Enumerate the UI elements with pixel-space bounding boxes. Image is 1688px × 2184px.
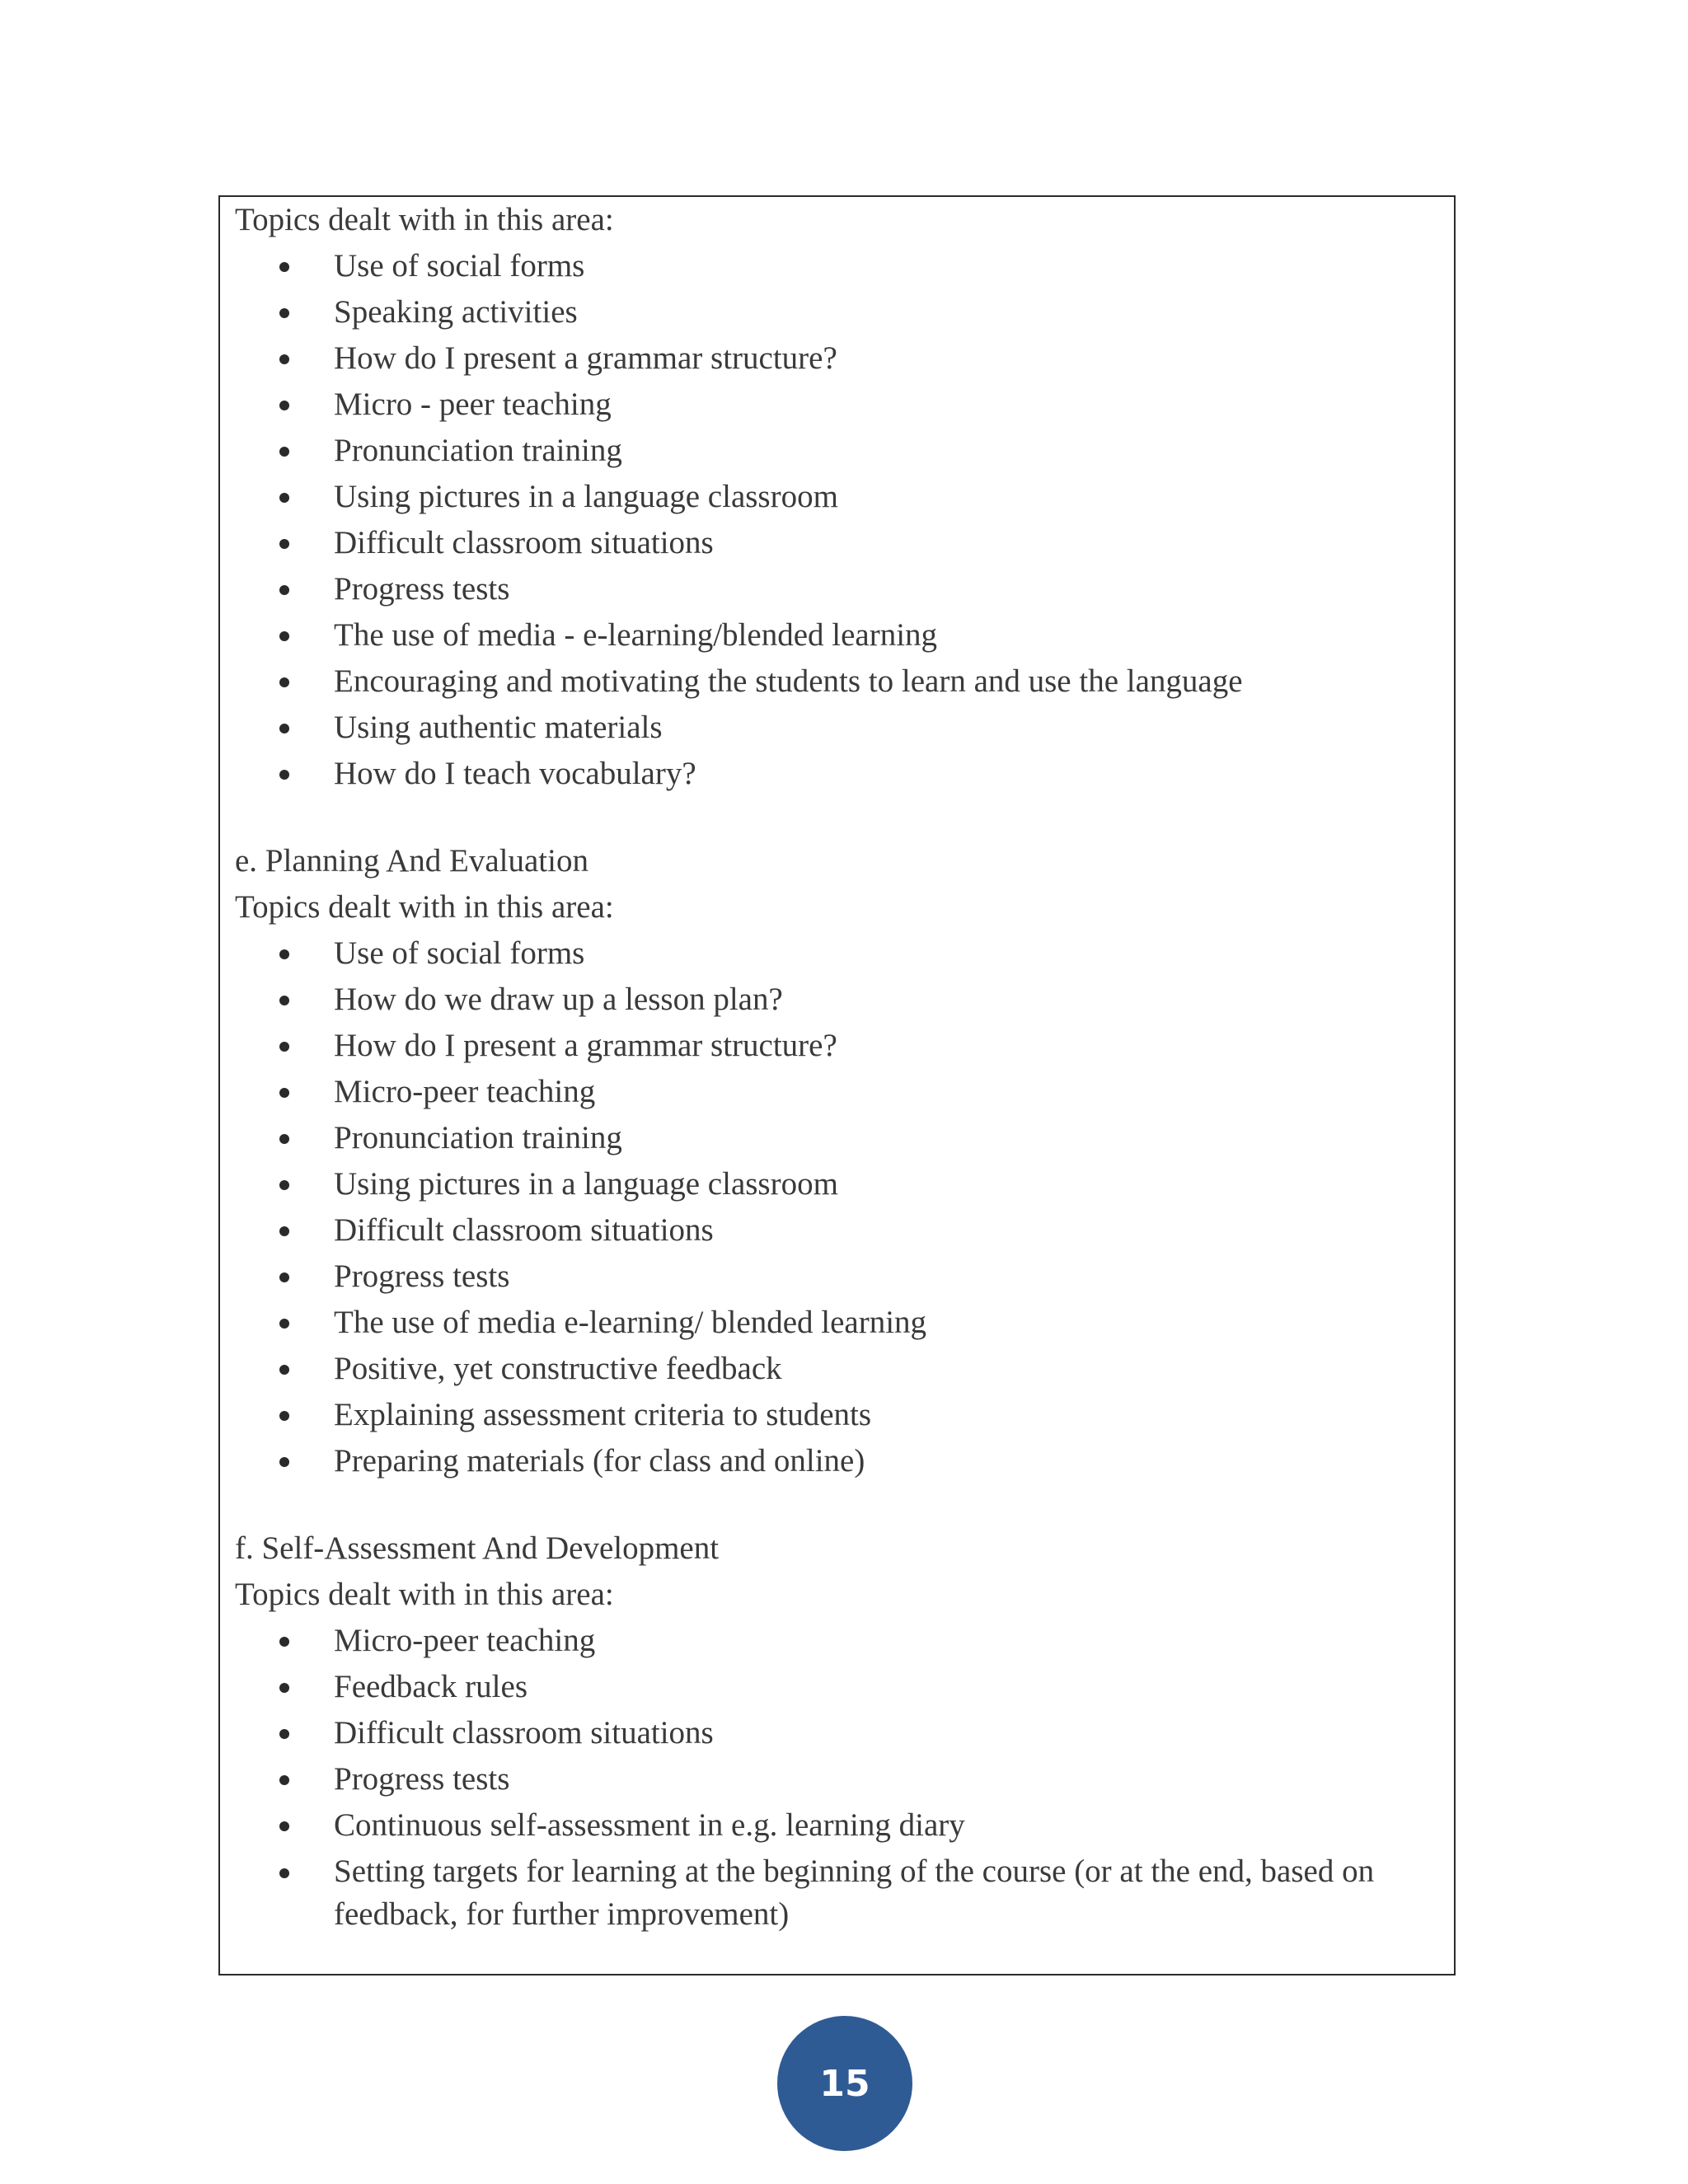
list-item: Using pictures in a language classroom [334, 474, 1421, 520]
section-d-topic-list [235, 243, 1421, 797]
content-box [218, 195, 1456, 1975]
list-item: Micro-peer teaching [334, 1069, 1421, 1115]
bullet-icon [279, 1272, 289, 1282]
bullet-icon [279, 539, 289, 549]
bullet-icon [279, 1319, 289, 1329]
bullet-icon [279, 1821, 289, 1831]
bullet-icon [279, 585, 289, 595]
section-e-topic-list [235, 930, 1421, 1484]
bullet-icon [279, 1683, 289, 1693]
list-item: Pronunciation training [334, 428, 1421, 474]
list-item: Feedback rules [334, 1664, 1421, 1710]
list-item: Encouraging and motivating the students to learn and use the language [334, 658, 1421, 705]
bullet-icon [279, 1775, 289, 1785]
page-number-badge [777, 2016, 912, 2151]
bullet-icon [279, 770, 289, 780]
bullet-icon [279, 1457, 289, 1467]
page-number: 15 [819, 2062, 870, 2105]
text-block [235, 197, 1421, 1936]
list-item: Progress tests [334, 566, 1421, 612]
list-item: How do I teach vocabulary? [334, 751, 1421, 797]
bullet-icon [279, 949, 289, 959]
list-item: How do we draw up a lesson plan? [334, 977, 1421, 1023]
list-item: Micro - peer teaching [334, 382, 1421, 428]
bullet-icon [279, 1180, 289, 1190]
list-item: The use of media - e-learning/blended learning [334, 612, 1421, 658]
bullet-icon [279, 724, 289, 733]
bullet-icon [279, 1042, 289, 1052]
list-item: Preparing materials (for class and online) [334, 1438, 1421, 1484]
list-item: Difficult classroom situations [334, 1207, 1421, 1254]
list-item: Using pictures in a language classroom [334, 1161, 1421, 1207]
bullet-icon [279, 1088, 289, 1098]
bullet-icon [279, 1411, 289, 1421]
list-item: Explaining assessment criteria to students [334, 1392, 1421, 1438]
section-f-heading: f. Self-Assessment And Development [235, 1530, 720, 1566]
list-item: Speaking activities [334, 289, 1421, 335]
bullet-icon [279, 308, 289, 318]
bullet-icon [279, 1729, 289, 1739]
list-item: Using authentic materials [334, 705, 1421, 751]
list-item: How do I present a grammar structure? [334, 335, 1421, 382]
bullet-icon [279, 262, 289, 272]
section-f-topic-list [235, 1618, 1421, 1936]
bullet-icon [279, 354, 289, 364]
list-item: The use of media e-learning/ blended learning [334, 1300, 1421, 1346]
list-item: Micro-peer teaching [334, 1618, 1421, 1664]
bullet-icon [279, 1134, 289, 1144]
list-item: Difficult classroom situations [334, 1710, 1421, 1756]
section-d-intro: Topics dealt with in this area: [235, 202, 614, 237]
list-item: Progress tests [334, 1254, 1421, 1300]
list-item: Progress tests [334, 1756, 1421, 1802]
section-f-intro: Topics dealt with in this area: [235, 1577, 614, 1612]
bullet-icon [279, 1365, 289, 1375]
list-item: Positive, yet constructive feedback [334, 1346, 1421, 1392]
list-item: Use of social forms [334, 243, 1421, 289]
section-e-heading: e. Planning And Evaluation [235, 843, 588, 879]
section-e-intro: Topics dealt with in this area: [235, 889, 614, 925]
bullet-icon [279, 1637, 289, 1647]
list-item: Use of social forms [334, 930, 1421, 977]
bullet-icon [279, 677, 289, 687]
list-item: How do I present a grammar structure? [334, 1023, 1421, 1069]
bullet-icon [279, 447, 289, 457]
list-item: Continuous self-assessment in e.g. learning diary [334, 1802, 1421, 1849]
list-item: Difficult classroom situations [334, 520, 1421, 566]
bullet-icon [279, 1868, 289, 1878]
bullet-icon [279, 1226, 289, 1236]
bullet-icon [279, 401, 289, 410]
bullet-icon [279, 996, 289, 1005]
bullet-icon [279, 493, 289, 503]
list-item: Setting targets for learning at the beginning of the course (or at the end, based on feedback, for further improvement) [334, 1850, 1421, 1936]
bullet-icon [279, 631, 289, 641]
list-item: Pronunciation training [334, 1115, 1421, 1161]
